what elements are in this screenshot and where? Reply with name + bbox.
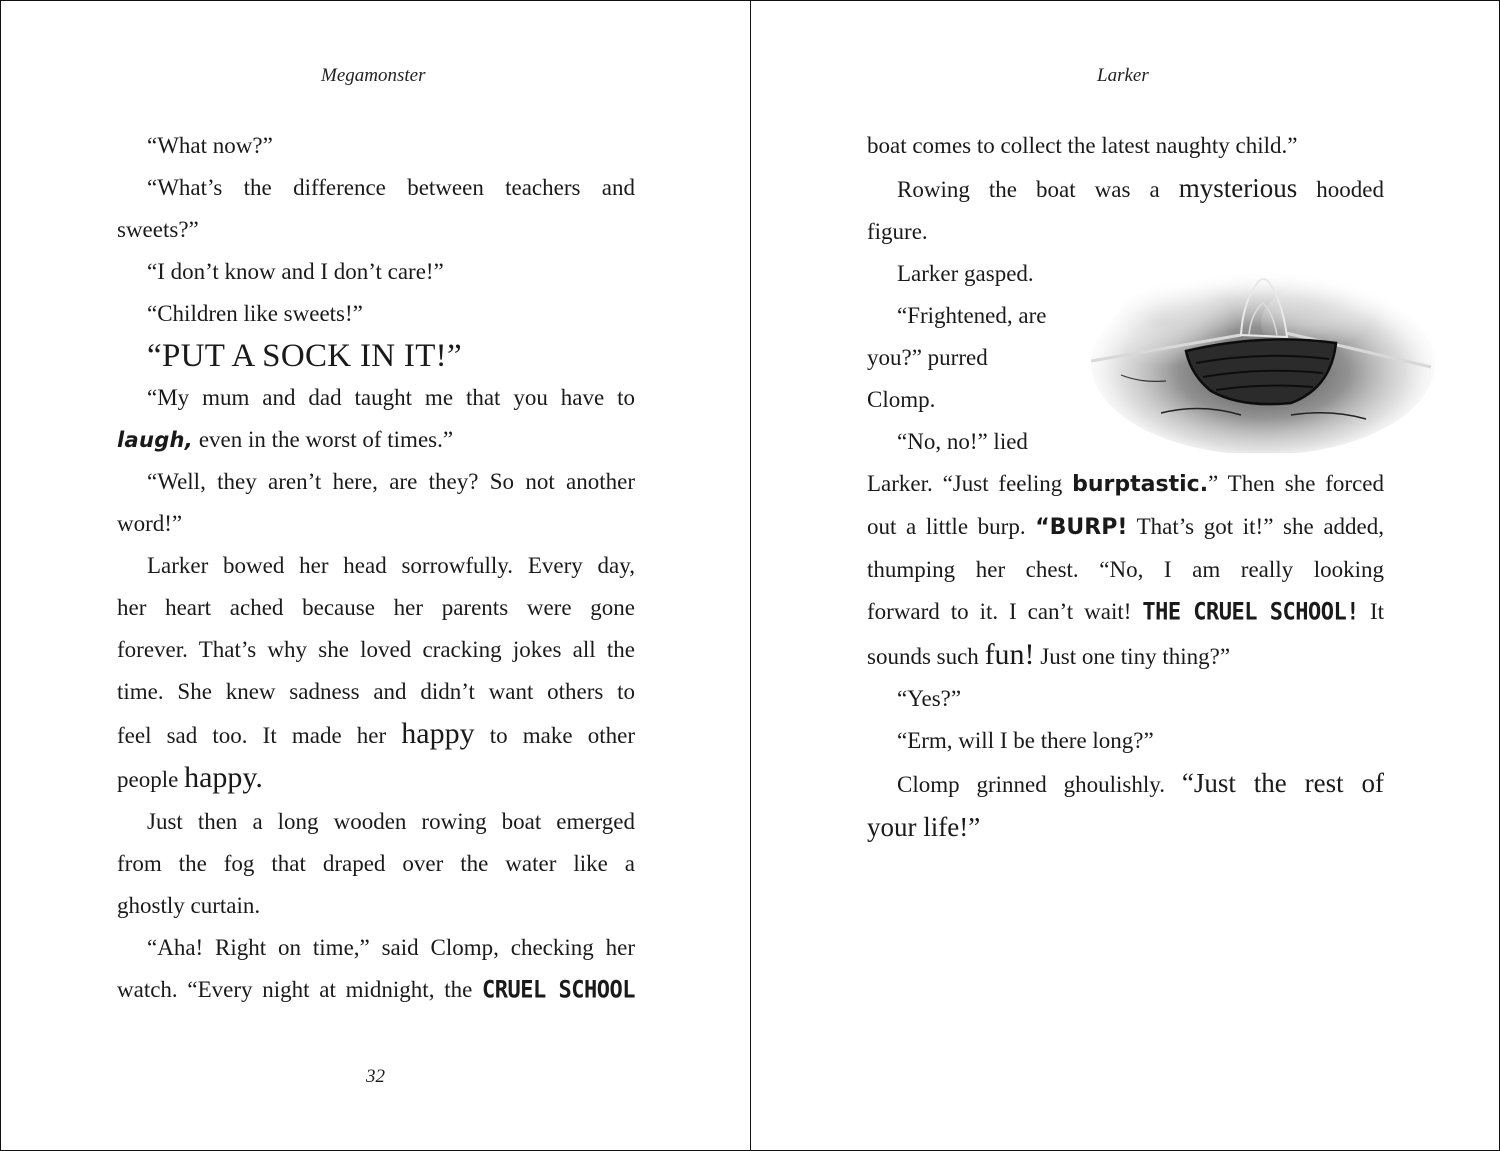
paragraph-line: you?” purred <box>867 345 988 370</box>
emphasis-the-cruel-school: THE CRUEL SCHOOL! <box>1142 598 1359 627</box>
paragraph-line: time. She knew sadness and didn’t want others to <box>117 679 635 704</box>
running-head-text: Megamonster <box>321 65 426 86</box>
paragraph-line: feel sad too. It made her happy to make other <box>117 717 635 750</box>
emphasis-mysterious: mysterious <box>1178 173 1298 203</box>
paragraph-line: sounds such fun! Just one tiny thing?” <box>867 638 1231 671</box>
paragraph-line: your life!” <box>867 812 981 842</box>
page-number: 32 <box>366 1066 385 1087</box>
paragraph-continuation: word!” <box>117 511 183 536</box>
emphasis-happy: happy. <box>184 761 263 794</box>
emphasis-fun: fun! <box>984 638 1035 671</box>
paragraph-line: watch. “Every night at midnight, the CRUEL SCHOOL <box>117 969 635 1012</box>
paragraph: “Well, they aren’t here, are they? So not another <box>147 469 635 494</box>
paragraph: “Frightened, are <box>897 303 1047 328</box>
emphasis-burptastic: burptastic. <box>1072 472 1209 497</box>
emphasis-cruel-school: CRUEL SCHOOL <box>482 976 635 1005</box>
paragraph-line: people happy. <box>117 761 263 794</box>
paragraph: “No, no!” lied <box>897 429 1028 454</box>
paragraph-continuation: sweets?” <box>117 217 199 242</box>
paragraph: Rowing the boat was a mysterious hooded <box>897 173 1385 203</box>
right-page-body <box>867 125 1384 848</box>
paragraph: “I don’t know and I don’t care!” <box>147 259 444 284</box>
shout-line: “PUT A SOCK IN IT!” <box>147 338 462 374</box>
paragraph: “What’s the difference between teachers and <box>147 175 635 200</box>
paragraph-line: from the fog that draped over the water like a <box>117 851 635 876</box>
paragraph: Clomp grinned ghoulishly. “Just the rest of <box>897 768 1384 798</box>
paragraph: Larker gasped. <box>897 261 1034 286</box>
emphasis-burp: “BURP! <box>1035 515 1128 540</box>
paragraph: Just then a long wooden rowing boat emerged <box>147 809 635 834</box>
emphasis-rest-of-life: “Just the rest of <box>1181 768 1384 798</box>
paragraph: “Children like sweets!” <box>147 301 363 326</box>
emphasis-happy: happy <box>401 717 475 750</box>
paragraph-continuation: laugh, even in the worst of times.” <box>117 427 454 452</box>
right-page <box>750 0 1500 1151</box>
paragraph-line: forward to it. I can’t wait! THE CRUEL SCHOOL! It <box>867 591 1384 634</box>
paragraph: “What now?” <box>147 133 273 158</box>
running-head-text: Larker <box>1097 65 1149 86</box>
paragraph-line: ghostly curtain. <box>117 893 261 918</box>
paragraph-line: thumping her chest. “No, I am really looking <box>867 557 1384 582</box>
paragraph: “My mum and dad taught me that you have to <box>147 385 635 410</box>
paragraph-line: figure. <box>867 219 928 244</box>
paragraph-line: her heart ached because her parents were gone <box>117 595 635 620</box>
emphasis-laugh: laugh, <box>117 428 194 452</box>
paragraph: “Erm, will I be there long?” <box>897 728 1154 753</box>
left-page-body <box>117 125 635 1012</box>
paragraph-line: out a little burp. “BURP! That’s got it!” she added, <box>867 514 1385 540</box>
paragraph: Larker bowed her head sorrowfully. Every day, <box>147 553 635 578</box>
rowing-boat-icon <box>1091 263 1436 453</box>
paragraph-line: Clomp. <box>867 387 936 412</box>
paragraph-continuation: boat comes to collect the latest naughty child.” <box>867 133 1298 158</box>
paragraph: “Yes?” <box>897 686 962 711</box>
paragraph-line: Larker. “Just feeling burptastic.” Then she forced <box>867 471 1384 497</box>
paragraph-line: forever. That’s why she loved cracking jokes all the <box>117 637 635 662</box>
paragraph: “Aha! Right on time,” said Clomp, checking her <box>147 935 635 960</box>
